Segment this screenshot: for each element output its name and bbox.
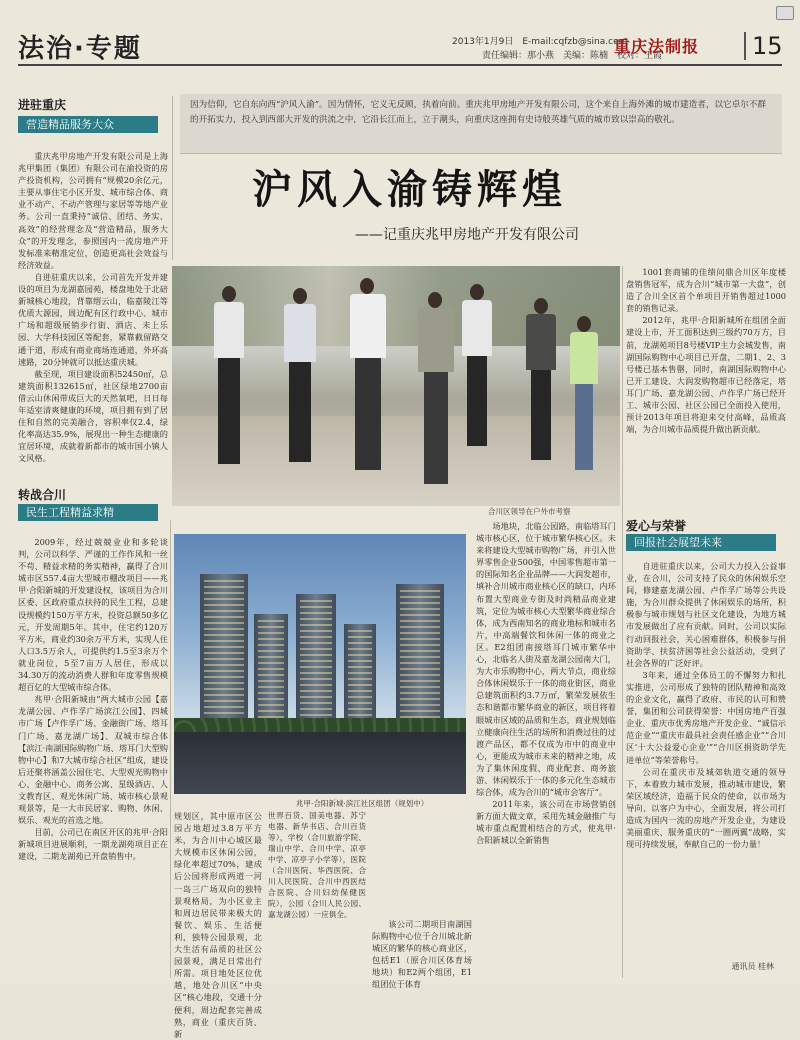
subhead-quality-service: 营造精品服务大众 (18, 116, 158, 133)
masthead (0, 0, 800, 70)
tower-building (296, 594, 336, 734)
paragraph: 2011年来，该公司在市场营销创新方面大做文章，采用先城金融推广与城市重点配置相结合的方式，使兆甲·合阳新城以全新销售 (476, 799, 616, 846)
tower-building (254, 614, 288, 734)
byline: 通讯员 桂林 (731, 962, 774, 971)
inspection-photo (172, 266, 620, 506)
left-column-top (18, 96, 168, 113)
tower-building (396, 584, 444, 734)
paragraph: 场地块，北临公园路，南临塔耳门城市核心区，位于城市繁华核心区。未来将建设大型城市购物广场，并引入世界零售企业500强，中国零售超市第一的国际知名企业品牌——大润发超市，填补合川城市商业核心区的缺口，内环布置大型商业专街及时尚精品商业建筑，定位为城市核心大型繁华商业综合体，成为西南知名的商业地标和城市名片，中高端餐饮和休闲一体的商业之区。E2组团南接塔耳门城市繁华中心，北临名人街及嘉龙湖公园南大门，为大市乐购物中心，两大节点，商业综合体休闲娱乐于一体的商业街区，商业总建筑面积约3.7万㎡，繁荣发展依生态和谐都市繁华商业的新区，项目将着眼城市区域的品质和生态，商业规划临立健康向往生活的场所和消费过往的过渡产品区，都不仅成为市中的商业中心，更能成为城市未来的精神之地，成为了集休闲度假、商业配套、商务旅游、休闲娱乐于一体的多元化生态城市综合体，成为合川的“城市会客厅”。 (476, 521, 616, 798)
paper-logo: 重庆法制报 (614, 37, 700, 56)
subhead-livelihood: 民生工程精益求精 (18, 504, 158, 521)
subhead-give-back: 回报社会展望未来 (626, 534, 776, 551)
paragraph: 该公司二期项目南湖国际购物中心位于合川城北新城区的繁华的核心商业区，包括E1（原合川区体育场地块）和E2两个组团，E1组团位于体育 (372, 919, 472, 990)
column-rule (170, 520, 171, 978)
lead-paragraph: 因为信仰，它自东向西“沪风入渝”。因为情怀，它义无反顾，执着向前。重庆兆甲房地产开发有限公司，这个来自上海外滩的城市建造者，以它卓尔不群的开拓实力，投入到西部大开发的洪流之中，它沿长江而上，立于潮头，向重庆这座拥有史诗般英雄气质的城市致以崇高的敬礼。 (180, 94, 782, 154)
headline: 沪风入渝铸辉煌 (252, 167, 567, 213)
section-title: 法治·专题 (18, 34, 142, 64)
staff-line: 责任编辑：那小燕 美编：陈楠 校对：王霞 (482, 51, 663, 61)
right-bottom-article (626, 560, 786, 962)
right-top-article (626, 266, 786, 510)
middle-article-col-a: 规划区，其中原市区公园占地超过3.8万平方米，为合川中心城区最大规模市区休闲公园，绿化率超过70%，建成后公园将形成两道一河一岛三广场双向的独特景观格局，为小区业主和周边居民带来极大的餐饮、娱乐、生活便利，独特公园景观，北大生活有品质的社区公园景观，满足日常出行所需。项目地处区位优越，地处合川区“中央区”核心地段，交通十分便利，周边配套完善成熟，商业（重庆百货、新 (174, 811, 262, 1039)
masthead-rule (18, 64, 782, 66)
corner-mark-icon (776, 6, 794, 20)
kicker-enter-chongqing: 进驻重庆 (18, 98, 67, 112)
street (174, 732, 466, 794)
middle-article-col-c (372, 806, 472, 990)
kicker-move-hechuan: 转战合川 (18, 488, 67, 502)
paragraph: 自进驻重庆以来，公司首先开发并建设的项目为龙湖嘉园苑，楼盘地处于北碚新城核心地段，背靠缙云山，临嘉陵江等优质大源园，周边配有区行政中心、城市广场和超级展销步行街、酒店、未上乐园、大学科技园区等配套，紧靠截留路交通干道，形成有商业商场连通道，外环高速路，20分钟就可以抵达重庆城。 (18, 271, 168, 367)
paragraph: 重庆兆甲房地产开发有限公司是上海兆甲集团（集团）有限公司在渝投资的房产投资机构，公司拥有“规模20余亿元，主要从事住宅小区开发、城市综合体、商业不动产、不动产管理与家居等等地产业务。公司一直秉持“诚信、团结、务实、高效”的经营理念及“营造精品，服务大众”的开发理念，参照国内一流房地产开发标准来精准定位，创造更高社会效益与经济效益。 (18, 151, 168, 270)
paragraph: 自进驻重庆以来，公司大力投入公益事业，在合川，公司支持了民众的休闲娱乐空间，修建嘉龙湖公园、卢作孚广场等公共设施，为合川群众提供了休闲娱乐的场所，积极参与城市规划与社区文化建设，为地方城市发展做出了应有贡献。同时，公司以实际行动回报社会，关心困难群体，积极参与捐资助学、扶贫济困等社会公益活动，受到了社会各界的广泛好评。 (626, 561, 786, 668)
column-rule (622, 266, 623, 978)
paragraph: 公司在重庆市及城郊轨道交通的领导下，本着致力城市发展，推动城市建设，繁荣区域经济，造福于民众的使命，以市场为导向、以客户为中心，全面发展，将公司打造成为国内一流的房地产开发企业，为建设美丽重庆、服务重庆的“一圈两翼”战略，实现可持续发展，奉献自己的一份力量！ (626, 766, 786, 850)
paragraph: 兆甲·合阳新城由“两大城市公园【嘉龙湖公园、卢作孚广场滨江公园】、四城市广场【卢作孚广场、金融街广场、塔耳门广场、嘉龙湖广场】、双城市综合体【滨江·南湖国际购物广场、塔耳门大型购物中心】和7大城市综合社区”组成，建设后还聚将涵盖公园住宅、大型观光购物中心、金融中心、商务公寓、星级酒店、人文教育区、观光休闲广场、城市核心景观观景等，是一大市民居家、购物、休闲、娱乐、观光的首选之地。 (18, 694, 168, 826)
left-top-article (18, 150, 168, 472)
paragraph: 截至现，项目建设面积52450㎡，总建筑面积132615㎡，社区绿地2700亩借云山休闲带成巨大的天然氧吧，日日每年适室清爽健康的环境，项目拥有到了居住和自然的完美融合，容积率仅2.4，绿化率高达35.9%，展现出一种生态健康的宜居环境，成就着新都市的城市国小镇人文风格。 (18, 368, 168, 464)
paragraph: 目前，公司已在南区开区的兆甲·合阳新城项目进展顺利，一期龙湖苑项目正在建设，二期龙湖苑已开盘销售中。 (18, 827, 168, 862)
page-number: 15 (744, 32, 783, 60)
paragraph: 3年来，通过全体员工的不懈努力和扎实推进，公司形成了独特的团队精神和高效的企业文化，赢得了政府、市民的认可和赞誉，集团和公司获得荣誉：中国房地产百强企业、重庆市优秀房地产开发企业、“诚信示范企业”“重庆市最具社会责任感企业”“合川区‘十大公益爱心企业’”“合川区捐资助学先进单位”等荣誉称号。 (626, 669, 786, 765)
left-bottom-article (18, 536, 168, 978)
development-rendering (174, 534, 466, 794)
photo-caption: 合川区领导在户外市考察 (488, 507, 571, 516)
middle-article-col-d (476, 520, 616, 978)
tower-building (200, 574, 248, 734)
rendering-caption: 兆甲·合阳新城·滨江社区组团（规划中） (296, 799, 429, 808)
subheadline: ——记重庆兆甲房地产开发有限公司 (355, 227, 579, 243)
paragraph: 1001套商铺的佳绩问鼎合川区年度楼盘销售冠军，成为合川“城市第一大盘”，创造了合川全区首个单项目开销售超过1000套的销售记录。 (626, 267, 786, 314)
paragraph: 2012年，兆甲·合阳新城所在组团全面建设上市，开工面积达到三级约70万方，目前，龙湖苑项目8号楼VIP主力会城发售，南湖国际购物中心项目已开盘，二期1、2、3号楼已基本售罄，同时，南湖国际购物中心已开工建设、大润发购物超市已经落定，塔耳门广场、嘉龙湖公园、卢作孚广场已经开工、城市公园、社区公园已全面投入使用，预计2013年项目将迎来交付高峰，品质高端，为合川城市品质提升做出新贡献。 (626, 315, 786, 435)
column-rule (172, 96, 173, 260)
kicker-love-honor: 爱心与荣誉 (626, 519, 687, 533)
date-line: 2013年1月9日 E-mail:cqfzb@sina.com (452, 37, 628, 47)
paragraph: 2009年，经过兢兢业业和多轮谈判，公司以科学、严谨的工作作风和一丝不苟、精益求精的务实精神，赢得了合川城市区557.4亩大型城市棚改项目——兆甲·合阳新城的开发建设权，该项目为合川区委、区政府重点扶持的民生工程，总建设规模约150万平方米，投资总额50多亿元，开发周期5年。其中，住宅约120万平方米，商业约30余万平方米，实现人住人口3.5万余人，可提供约1.5至3余万个就业岗位，5至7亩万人居住，形成以34.30万的流动消费人群和年度零售规模超百亿的大型城市综合体。 (18, 537, 168, 693)
middle-article-col-b: 世界百货、国美电器、苏宁电器、新华书店、合川百货等），学校（合川旅游学院、瑞山中学、合川中学、凉亭中学、凉亭子小学等），医院（合川医院、华西医院、合川人民医院、合川中西医结合医院、合川妇幼保健医院），公园（合川人民公园、嘉龙湖公园）一应俱全。 (268, 811, 366, 919)
